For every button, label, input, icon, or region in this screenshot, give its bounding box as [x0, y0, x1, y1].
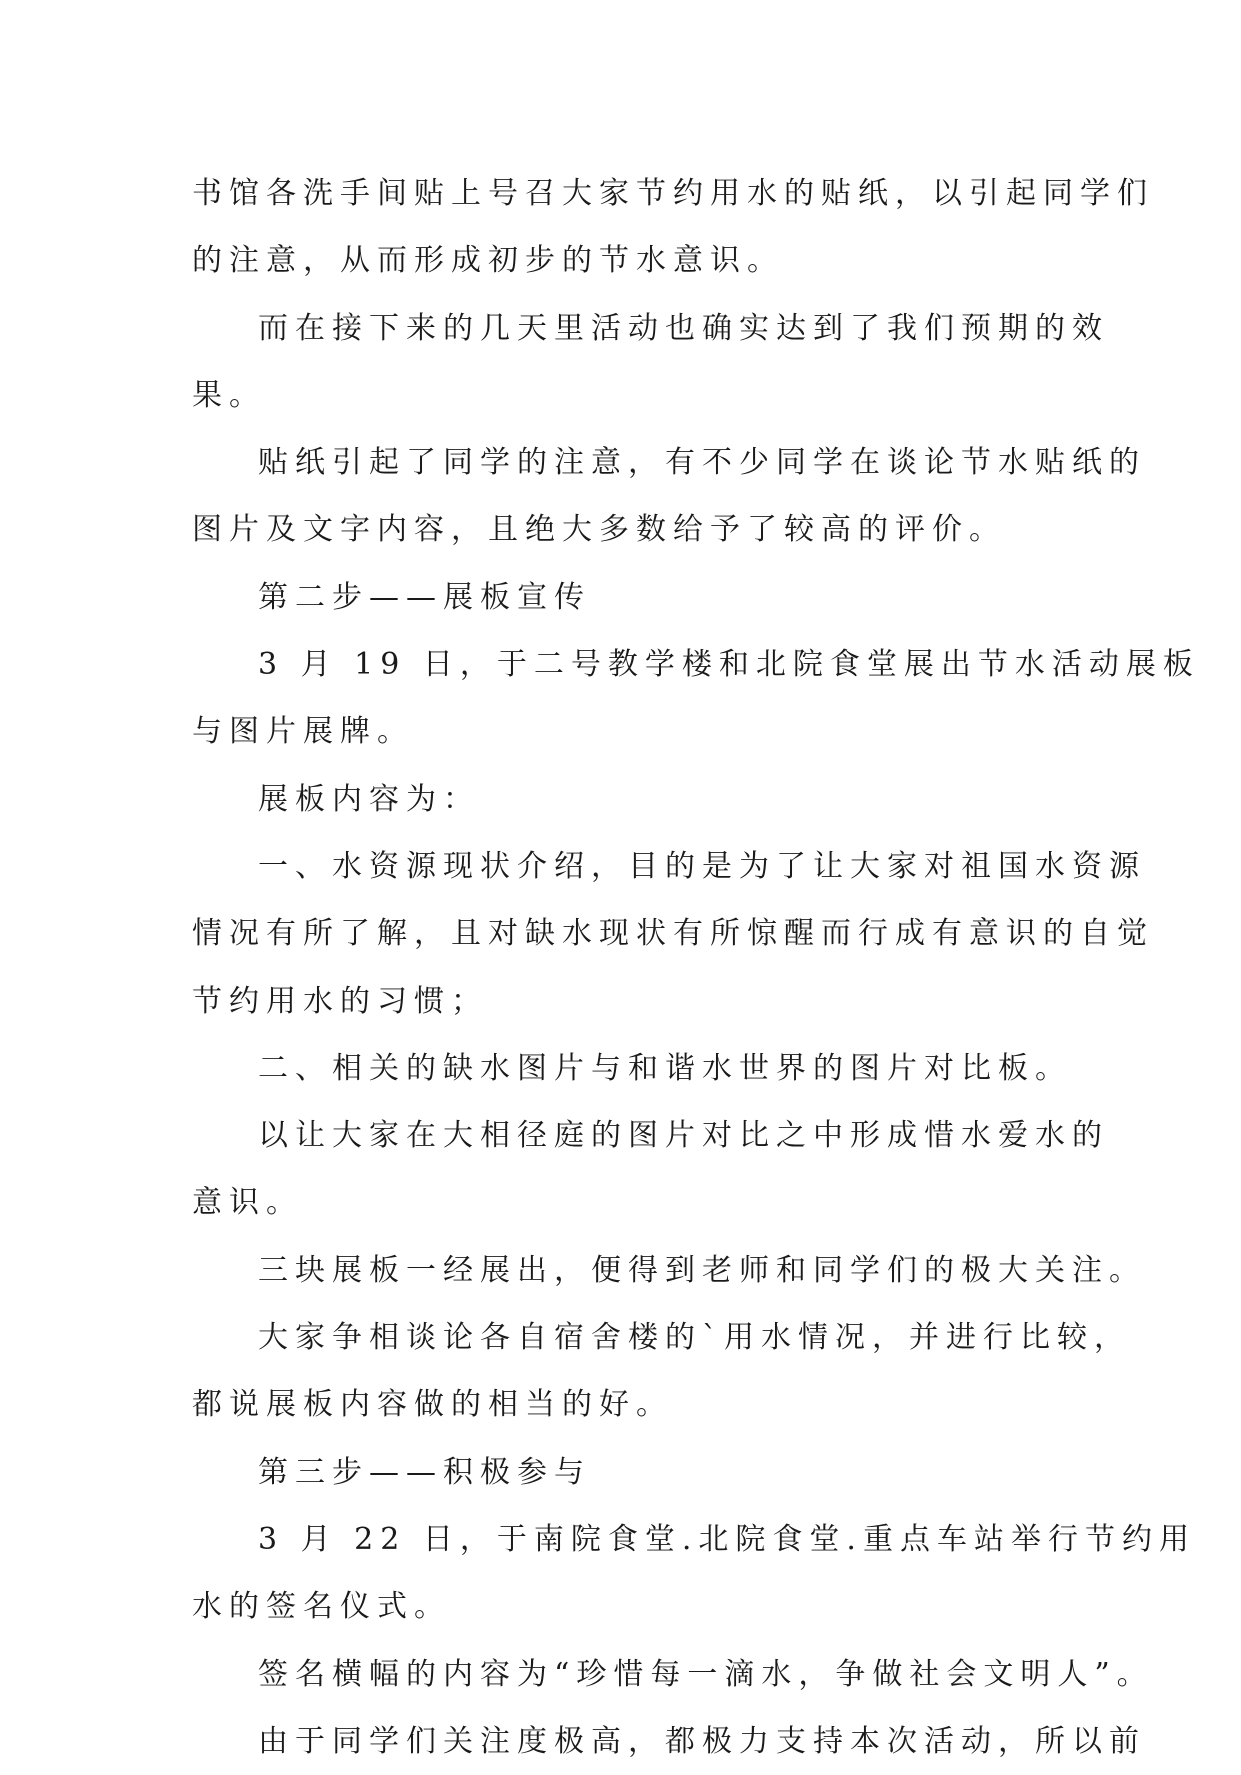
text-line: 展板内容为： — [258, 781, 480, 817]
text-line: 以让大家在大相径庭的图片对比之中形成惜水爱水的 — [258, 1118, 1109, 1154]
text-line: 三块展板一经展出，便得到老师和同学们的极大关注。 — [258, 1252, 1146, 1288]
text-line: 由于同学们关注度极高，都极力支持本次活动，所以前 — [258, 1723, 1146, 1759]
text-line: 果。 — [192, 377, 266, 413]
text-line: 意识。 — [192, 1185, 303, 1221]
text-line: 情况有所了解，且对缺水现状有所惊醒而行成有意识的自觉 — [192, 916, 1154, 952]
text-line: 贴纸引起了同学的注意，有不少同学在谈论节水贴纸的 — [258, 445, 1146, 481]
text-line: 而在接下来的几天里活动也确实达到了我们预期的效 — [258, 310, 1109, 346]
text-line: 3 月 19 日，于二号教学楼和北院食堂展出节水活动展板 — [258, 647, 1200, 683]
text-line: 大家争相谈论各自宿舍楼的`用水情况，并进行比较， — [258, 1320, 1131, 1356]
text-line: 节约用水的习惯； — [192, 983, 488, 1019]
text-line: 与图片展牌。 — [192, 714, 414, 750]
text-line: 第二步——展板宣传 — [258, 579, 591, 615]
text-line: 的注意，从而形成初步的节水意识。 — [192, 243, 784, 279]
text-line: 二、相关的缺水图片与和谐水世界的图片对比板。 — [258, 1050, 1072, 1086]
text-line: 水的签名仪式。 — [192, 1589, 451, 1625]
text-line: 3 月 22 日，于南院食堂.北院食堂.重点车站举行节约用 — [258, 1521, 1196, 1557]
text-line: 一、水资源现状介绍，目的是为了让大家对祖国水资源 — [258, 848, 1146, 884]
text-line: 签名横幅的内容为“珍惜每一滴水，争做社会文明人”。 — [258, 1656, 1154, 1692]
text-line: 图片及文字内容，且绝大多数给予了较高的评价。 — [192, 512, 1006, 548]
text-line: 都说展板内容做的相当的好。 — [192, 1387, 673, 1423]
text-line: 第三步——积极参与 — [258, 1454, 591, 1490]
text-line: 书馆各洗手间贴上号召大家节约用水的贴纸，以引起同学们 — [192, 176, 1154, 211]
body-text — [192, 160, 1200, 1775]
